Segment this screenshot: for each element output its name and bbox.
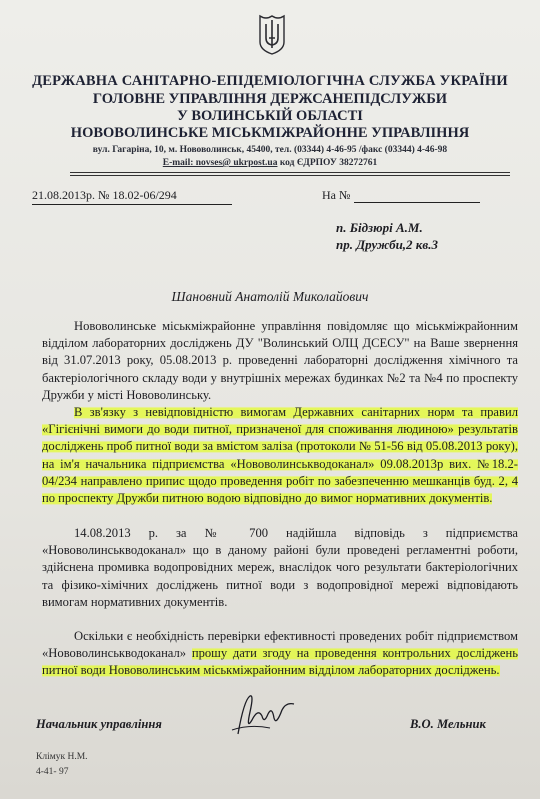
paragraph-4	[42, 628, 518, 680]
paragraph-4-highlight: прошу дати згоду на проведення контрольних досліджень питної води Нововолинським міськміжрайонним відділом лабораторних досліджень.	[42, 646, 518, 678]
signatory-title: Начальник управління	[36, 717, 162, 731]
header-email: E-mail: novses@ ukrpost.ua	[162, 158, 278, 168]
outgoing-number: 21.08.2013р. № 18.02-06/294	[32, 188, 232, 205]
greeting: Шановний Анатолій Миколайович	[171, 289, 369, 304]
header-local-office: НОВОВОЛИНСЬКЕ МІСЬКМІЖРАЙОННЕ УПРАВЛІННЯ	[70, 125, 470, 141]
addressee-address: пр. Дружби,2 кв.3	[336, 237, 438, 252]
paragraph-2	[42, 404, 518, 507]
incoming-label: На №	[322, 188, 351, 202]
handwritten-signature	[230, 690, 300, 740]
executor-name: Клімук Н.М.	[36, 752, 88, 762]
header-region: У ВОЛИНСЬКІЙ ОБЛАСТІ	[177, 108, 363, 124]
paragraph-1: Нововолинське міськміжрайонне управління повідомляє що міськміжрайонним відділом лабораторних досліджень ДУ "Волинський ОЛЦ ДСЕСУ" на Ваше звернення від 31.07.2013 року, 05.08.2013 р. проведенні лабораторні дослідження хімічного та бактеріологічного складу води у внутрішніх мережах будинках №2 та №4 по проспекту Дружби у місті Нововолинську.	[42, 319, 518, 402]
header-service-name: ДЕРЖАВНА САНІТАРНО-ЕПІДЕМІОЛОГІЧНА СЛУЖБА УКРАЇНИ	[32, 73, 508, 89]
incoming-reference	[322, 188, 480, 203]
header-address: вул. Гагаріна, 10, м. Нововолинськ, 45400, тел. (03344) 4-46-95 /факс (03344) 4-46-98	[92, 145, 448, 155]
paragraph-3: 14.08.2013 р. за № 700 надійшла відповідь з підприємства «Нововолинськводоканал» що в даному районі були проведені регламентні роботи, здійснена промивка водопровідних мереж, внаслідок чого результати бактеріологічних та фізико-хімічних досліджень питної води з водопровідної мережі відповідають вимогам нормативних документів.	[42, 526, 518, 609]
addressee-name: п. Бідзюрі А.М.	[336, 220, 423, 235]
header-rule-top	[70, 172, 510, 173]
incoming-blank-line	[354, 190, 480, 203]
paragraph-4-text: Оскільки є необхідність перевірки ефективності проведених робіт підприємством «Нововолинськводоканал»	[42, 629, 518, 661]
paragraph-2-highlight: В зв'язку з невідповідністю вимогам Державних санітарних норм та правил «Гігієнічні вимоги до води питної, призначеної для споживання людиною» результатів досліджень проб питної води за вмістом заліза (протоколи № 51-56 від 05.08.2013 року), на ім'я начальника підприємства «Нововолинськводоканал» 09.08.2013р вих. №18.2-04/234 направлено припис щодо проведення робіт по забезпеченню мешканців буд. 2, 4 по проспекту Дружби питною водою відповідно до вимог нормативних документів.	[42, 405, 518, 506]
header-main-department: ГОЛОВНЕ УПРАВЛІННЯ ДЕРЖСАНЕПІДСЛУЖБИ	[92, 91, 448, 107]
trident-emblem-icon	[257, 12, 287, 56]
outgoing-reference	[32, 188, 232, 205]
executor-phone: 4-41- 97	[36, 767, 69, 777]
header-contacts	[0, 158, 540, 168]
signatory-name: В.О. Мельник	[410, 717, 486, 731]
header-edrpou: код ЄДРПОУ 38272761	[277, 158, 378, 168]
header-rule-bottom	[70, 175, 510, 176]
